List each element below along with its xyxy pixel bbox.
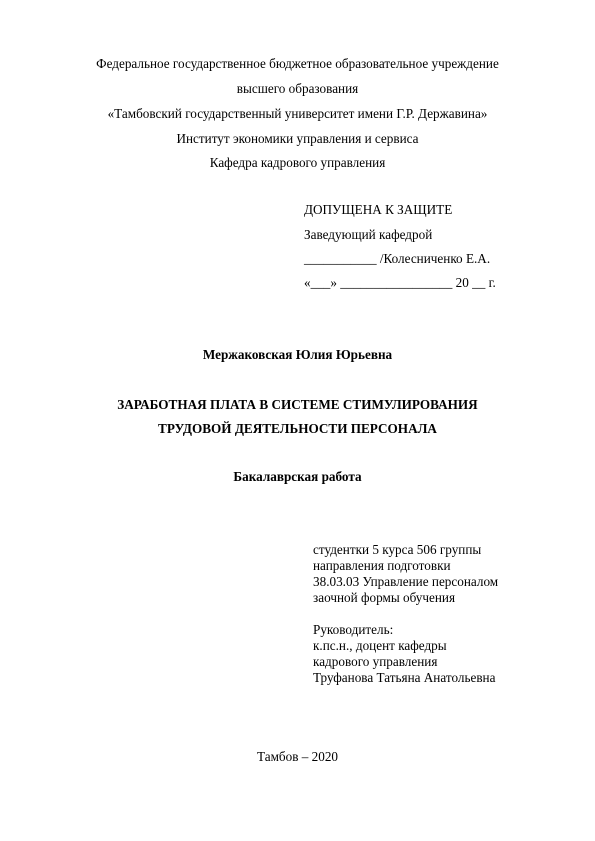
work-type: Бакалаврская работа	[233, 469, 362, 484]
footer-city-year: Тамбов – 2020	[256, 749, 339, 764]
header-line-1: Федеральное государственное бюджетное образовательное учреждение	[96, 56, 499, 71]
student-info-line-2: направления подготовки	[313, 558, 451, 573]
supervisor-line-2: кадрового управления	[313, 654, 438, 669]
approval-role: Заведующий кафедрой	[304, 227, 433, 242]
thesis-title-line-2: ТРУДОВОЙ ДЕЯТЕЛЬНОСТИ ПЕРСОНАЛА	[158, 421, 437, 436]
header-line-5: Кафедра кадрового управления	[209, 155, 386, 170]
thesis-title-line-1: ЗАРАБОТНАЯ ПЛАТА В СИСТЕМЕ СТИМУЛИРОВАНИЯ	[117, 397, 478, 412]
student-info-line-3: 38.03.03 Управление персоналом	[313, 574, 499, 589]
supervisor-line-1: к.пс.н., доцент кафедры	[313, 638, 447, 653]
header-line-3: «Тамбовский государственный университет имени Г.Р. Державина»	[107, 106, 488, 121]
student-info-line-1: студентки 5 курса 506 группы	[313, 542, 482, 557]
author-name: Мержаковская Юлия Юрьевна	[202, 347, 393, 362]
header-line-2: высшего образования	[236, 81, 359, 96]
student-info-line-4: заочной формы обучения	[313, 590, 456, 605]
supervisor-label: Руководитель:	[313, 622, 394, 637]
approval-date: «___» _________________ 20 __ г.	[304, 275, 496, 290]
approval-signature: ___________ /Колесниченко Е.А.	[304, 251, 491, 266]
supervisor-name: Труфанова Татьяна Анатольевна	[313, 670, 496, 685]
approval-title: ДОПУЩЕНА К ЗАЩИТЕ	[304, 202, 453, 217]
header-line-4: Институт экономики управления и сервиса	[176, 131, 419, 146]
